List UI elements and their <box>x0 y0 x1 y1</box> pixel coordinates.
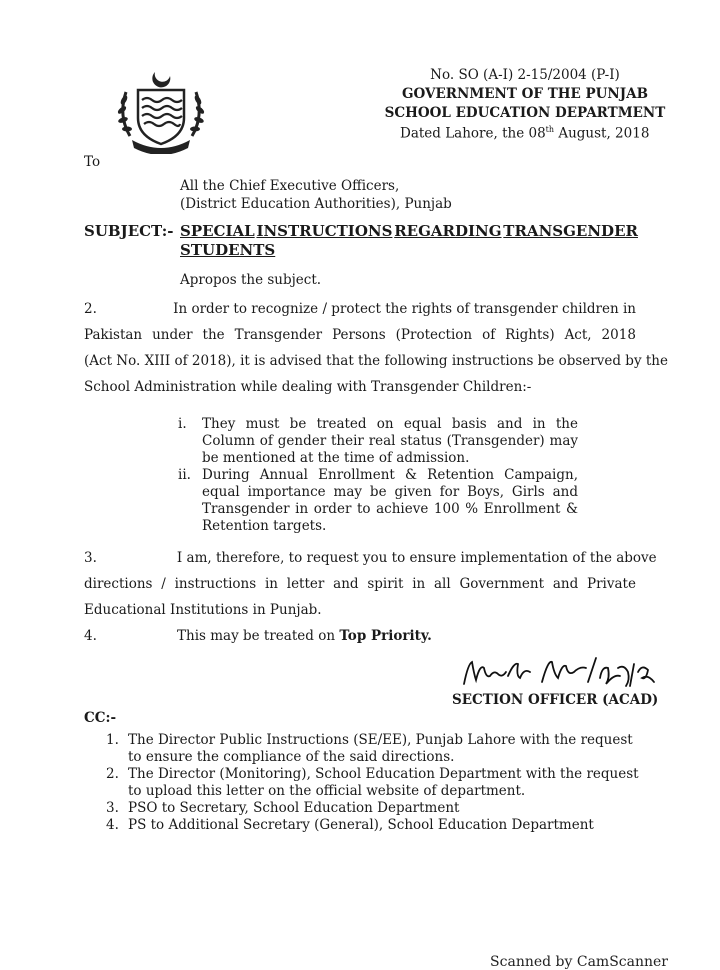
subject-label: SUBJECT:- <box>84 222 174 240</box>
paragraph-3 <box>84 545 657 623</box>
word: TRANSGENDER <box>503 222 638 240</box>
word: the <box>202 327 225 343</box>
word: INSTRUCTIONS <box>256 222 393 240</box>
para-4-text: This may be treated on Top Priority. <box>177 628 432 644</box>
word: directions <box>84 576 153 592</box>
word: 2018 <box>601 327 636 343</box>
word: in <box>264 576 278 592</box>
subject-text <box>180 222 638 260</box>
word: in <box>412 576 426 592</box>
handwritten-signature-icon <box>458 654 658 694</box>
date-line: Dated Lahore, the 08th August, 2018 <box>400 125 650 142</box>
cc-list <box>106 732 646 834</box>
scanner-watermark: Scanned by CamScanner <box>490 954 668 970</box>
word: of <box>482 327 496 343</box>
word: all <box>433 576 451 592</box>
list-item-text: PS to Additional Secretary (General), School Education Department <box>128 817 594 833</box>
word: Government <box>459 576 545 592</box>
para-number: 2. <box>84 301 97 317</box>
para-3-line-2 <box>84 571 636 597</box>
word: Rights) <box>505 327 555 343</box>
para-number: 3. <box>84 550 97 566</box>
word: REGARDING <box>394 222 502 240</box>
para-2-line-2 <box>84 322 636 348</box>
list-item-text: PSO to Secretary, School Education Department <box>128 800 460 816</box>
list-item <box>106 732 646 766</box>
list-item-number: 3. <box>106 800 119 816</box>
section-officer-title: SECTION OFFICER (ACAD) <box>452 692 659 708</box>
para-3-line-1: I am, therefore, to request you to ensure implementation of the above <box>176 550 657 566</box>
list-item-number: 1. <box>106 732 119 748</box>
subject-line-1 <box>180 222 638 241</box>
word: and <box>552 576 579 592</box>
list-item-number: 4. <box>106 817 119 833</box>
recipient-line-2: (District Education Authorities), Punjab <box>180 196 452 212</box>
word: Act, <box>564 327 592 343</box>
para-2-line-4: School Administration while dealing with Transgender Children:- <box>84 379 532 395</box>
para-2-line-3: (Act No. XIII of 2018), it is advised that the following instructions be observed by the <box>84 353 668 369</box>
apropos-line: Apropos the subject. <box>180 272 322 288</box>
list-item-number: i. <box>178 416 187 432</box>
paragraph-2 <box>84 296 668 400</box>
word: letter <box>286 576 325 592</box>
list-item-text: During Annual Enrollment & Retention Campaign, equal importance may be given for Boys, Girls and Transgender in order to achieve 100 % Enrollment & Retention targets. <box>202 467 578 534</box>
word: spirit <box>367 576 404 592</box>
word: / <box>161 576 166 592</box>
word: Persons <box>332 327 386 343</box>
word: (Protection <box>395 327 473 343</box>
word: Private <box>587 576 636 592</box>
priority-text: Top Priority. <box>339 628 432 644</box>
list-item-number: ii. <box>178 467 191 483</box>
para-number: 4. <box>84 628 97 644</box>
reference-number: No. SO (A-I) 2-15/2004 (P-I) <box>430 67 620 83</box>
list-item <box>178 416 578 467</box>
word: Transgender <box>234 327 323 343</box>
government-title: GOVERNMENT OF THE PUNJAB <box>401 86 649 102</box>
list-item-text: The Director (Monitoring), School Education Department with the request to upload this letter on the official website of department. <box>128 766 639 799</box>
word: instructions <box>174 576 257 592</box>
list-item <box>106 766 646 800</box>
to-label: To <box>84 154 101 170</box>
instructions-list <box>178 416 578 535</box>
list-item <box>106 817 646 834</box>
word: SPECIAL <box>180 222 255 240</box>
word: Pakistan <box>84 327 143 343</box>
cc-label: CC:- <box>84 710 117 726</box>
recipient-line-1: All the Chief Executive Officers, <box>180 178 400 194</box>
department-title: SCHOOL EDUCATION DEPARTMENT <box>384 105 666 121</box>
list-item-text: They must be treated on equal basis and in the Column of gender their real status (Transgender) may be mentioned at the time of admission. <box>202 416 578 466</box>
letterhead <box>380 66 670 123</box>
subject-line-2: STUDENTS <box>180 241 276 259</box>
para-3-line-3: Educational Institutions in Punjab. <box>84 602 322 618</box>
list-item-text: The Director Public Instructions (SE/EE), Punjab Lahore with the request to ensure the compliance of the said directions. <box>128 732 633 765</box>
list-item-number: 2. <box>106 766 119 782</box>
word: and <box>333 576 359 592</box>
punjab-emblem-icon <box>112 66 210 154</box>
para-2-line-1: In order to recognize / protect the rights of transgender children in <box>173 301 636 317</box>
list-item <box>178 467 578 535</box>
word: under <box>152 327 193 343</box>
list-item <box>106 800 646 817</box>
